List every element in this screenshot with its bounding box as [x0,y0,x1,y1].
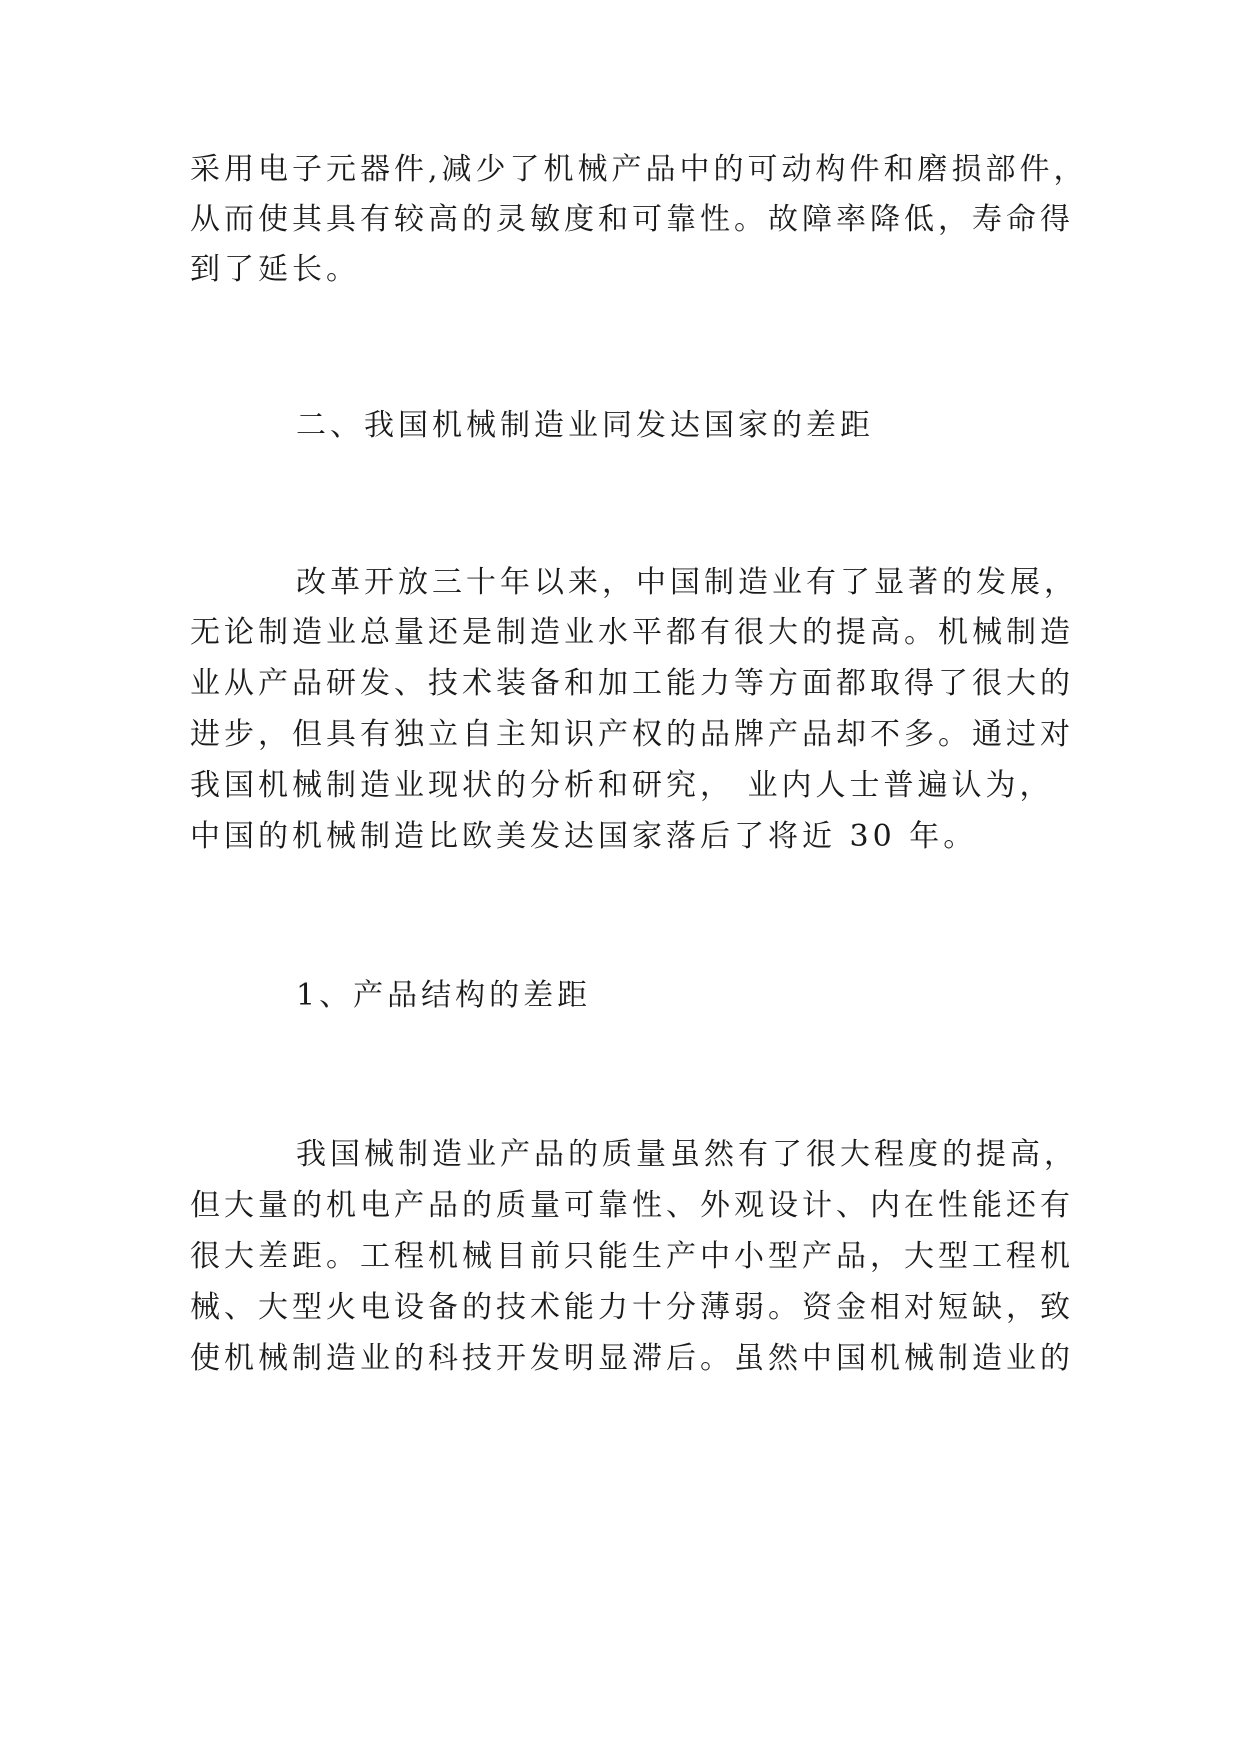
paragraph-line: 无论制造业总量还是制造业水平都有很大的提高。机械制造 [190,615,1074,650]
paragraph-line: 很大差距。工程机械目前只能生产中小型产品，大型工程机 [190,1239,1074,1274]
paragraph-line: 到了延长。 [190,252,360,287]
paragraph-line: 改革开放三十年以来，中国制造业有了显著的发展， [296,565,1078,600]
paragraph-line: 我国机械制造业现状的分析和研究， 业内人士普遍认为， [190,768,1054,803]
paragraph-line: 从而使其具有较高的灵敏度和可靠性。故障率降低，寿命得 [190,202,1074,237]
paragraph-line: 中国的机械制造比欧美发达国家落后了将近 30 年。 [190,819,978,854]
paragraph-line: 但大量的机电产品的质量可靠性、外观设计、内在性能还有 [190,1188,1074,1223]
section-heading: 二、我国机械制造业同发达国家的差距 [296,408,874,443]
paragraph-line: 使机械制造业的科技开发明显滞后。虽然中国机械制造业的 [190,1341,1074,1376]
paragraph-line: 采用电子元器件,减少了机械产品中的可动构件和磨损部件， [190,152,1088,187]
paragraph-line: 械、大型火电设备的技术能力十分薄弱。资金相对短缺，致 [190,1290,1074,1325]
subsection-heading: 1、产品结构的差距 [296,978,592,1013]
paragraph-line: 进步，但具有独立自主知识产权的品牌产品却不多。通过对 [190,717,1074,752]
paragraph-line: 我国械制造业产品的质量虽然有了很大程度的提高， [296,1137,1078,1172]
paragraph-line: 业从产品研发、技术装备和加工能力等方面都取得了很大的 [190,666,1074,701]
